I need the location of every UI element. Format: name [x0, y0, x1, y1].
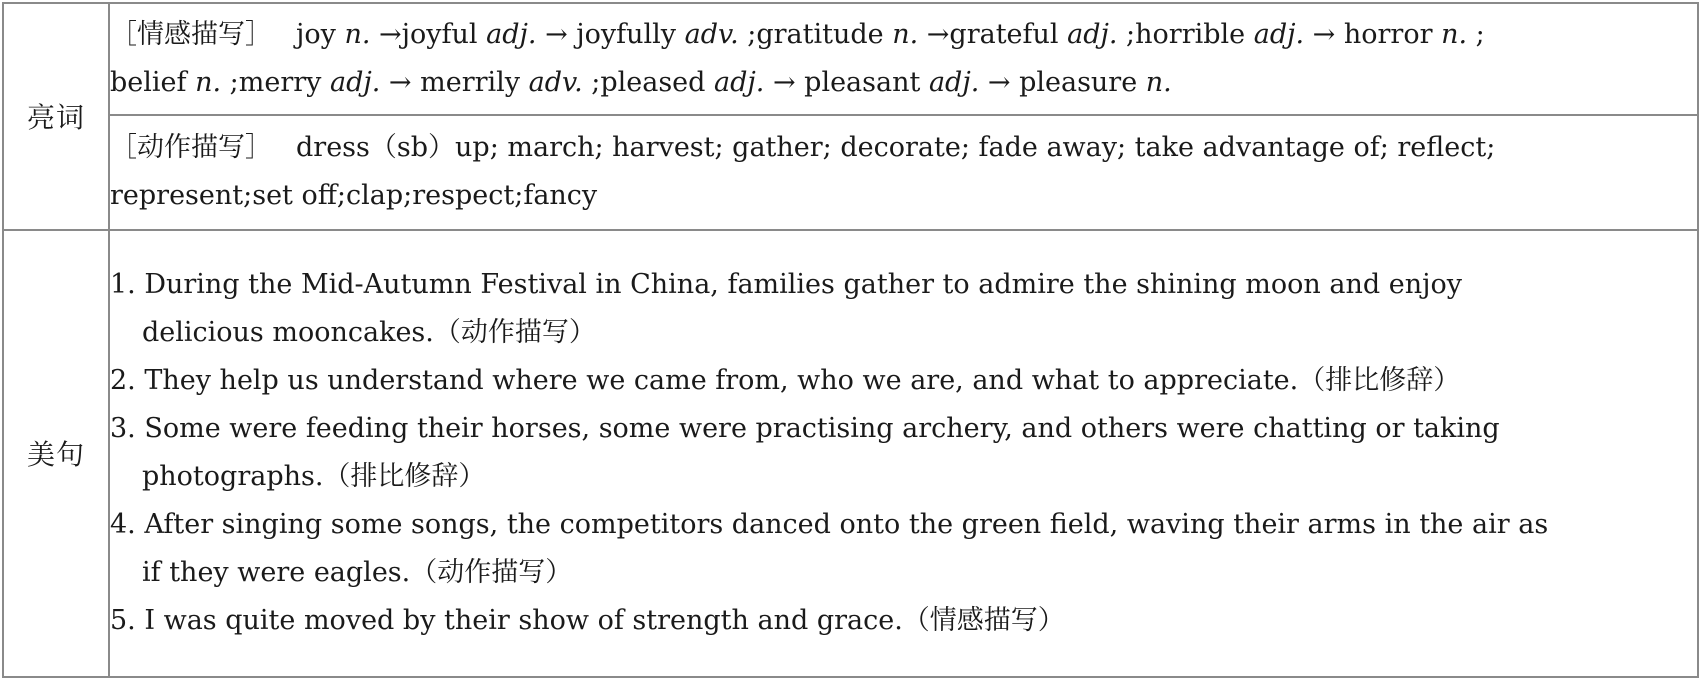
emotion-line-1-run-2: →joyful — [370, 19, 487, 51]
sentence-3-line-2: photographs.（排比修辞） — [142, 461, 486, 493]
emotion-line-1-run-14: ; — [1467, 19, 1485, 51]
emotion-line-1-run-10: ;horrible — [1117, 19, 1254, 51]
emotion-line-2-run-3: adj. — [330, 67, 381, 99]
emotion-category: ［情感描写］ — [110, 19, 272, 51]
emotion-line-1 — [110, 11, 1697, 59]
emotion-line-2-run-9: adj. — [928, 67, 980, 99]
vocabulary-table — [2, 2, 1699, 678]
emotion-line-2 — [110, 59, 1697, 107]
action-category: ［动作描写］ — [110, 132, 272, 164]
emotion-line-1-run-5: adv. — [684, 19, 739, 51]
sentence-4-line-1: 4. After singing some songs, the competitors danced onto the green field, waving their arms in the air as — [110, 509, 1549, 541]
sentence-5-line-1: 5. I was quite moved by their show of strength and grace.（情感描写） — [110, 605, 1065, 637]
emotion-line-1-run-8: →grateful — [918, 19, 1068, 51]
emotion-line-1-run-7: n. — [892, 19, 919, 51]
action-cell — [109, 115, 1698, 229]
emotion-line-1-run-6: ;gratitude — [738, 19, 893, 51]
sentence-2-line-1: 2. They help us understand where we came from, who we are, and what to appreciate.（排比修辞） — [110, 365, 1461, 397]
action-words-1: dress（sb）up; march; harvest; gather; decorate; fade away; take advantage of; reflect; — [296, 132, 1496, 164]
emotion-line-1-run-9: adj. — [1067, 19, 1118, 51]
emotion-line-1-run-0: joy — [296, 19, 345, 51]
emotion-line-1-run-3: adj. — [486, 19, 537, 51]
emotion-line-2-run-5: adv. — [528, 67, 583, 99]
emotion-row — [3, 3, 1698, 115]
emotion-line-1-run-11: adj. — [1253, 19, 1305, 51]
emotion-line-2-run-8: → pleasant — [764, 67, 929, 99]
emotion-line-2-run-1: n. — [195, 67, 222, 99]
emotion-line-2-run-2: ;merry — [221, 67, 330, 99]
sentences-row — [3, 230, 1698, 677]
sentence-1-line-1: 1. During the Mid-Autumn Festival in China, families gather to admire the shining moon and enjoy — [110, 269, 1462, 301]
emotion-line-2-run-4: → merrily — [380, 67, 529, 99]
emotion-words-1 — [296, 19, 1485, 50]
emotion-line-1-run-12: → horror — [1304, 19, 1442, 51]
sentence-3-line-1: 3. Some were feeding their horses, some were practising archery, and others were chatting or taking — [110, 413, 1500, 445]
emotion-line-2-run-7: adj. — [714, 67, 765, 99]
sentences-cell — [109, 230, 1698, 677]
emotion-line-1-run-1: n. — [344, 19, 371, 51]
sentence-1-line-2: delicious mooncakes.（动作描写） — [142, 317, 596, 349]
action-line-1 — [110, 124, 1697, 172]
emotion-line-2-run-10: → pleasure — [979, 67, 1146, 99]
emotion-line-2-run-6: ;pleased — [582, 67, 715, 99]
sentences-label: 美句 — [3, 230, 109, 677]
words-label: 亮词 — [3, 3, 109, 230]
action-line-2: represent;set off;clap;respect;fancy — [110, 180, 598, 212]
emotion-line-1-run-4: → joyfully — [536, 19, 685, 51]
action-row — [3, 115, 1698, 229]
emotion-cell — [109, 3, 1698, 115]
emotion-line-2-run-11: n. — [1145, 67, 1172, 99]
sentence-4-line-2: if they were eagles.（动作描写） — [142, 557, 573, 589]
emotion-line-2-run-0: belief — [110, 67, 196, 99]
emotion-line-1-run-13: n. — [1441, 19, 1468, 51]
